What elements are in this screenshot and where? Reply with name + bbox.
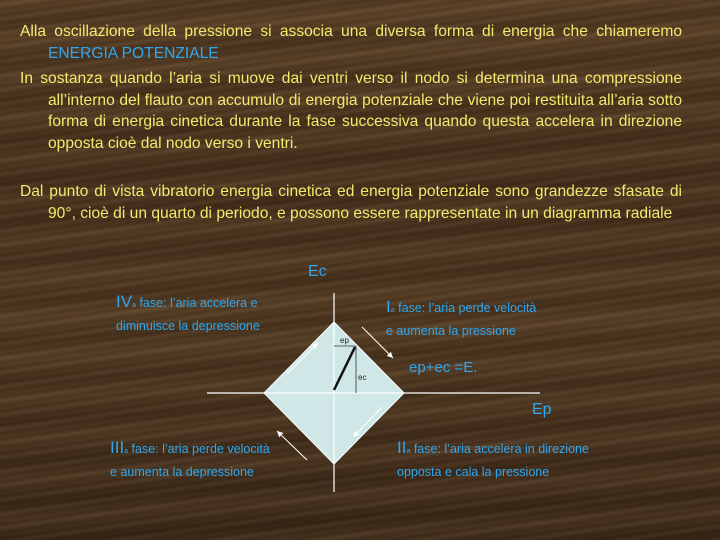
phase-iv-label: IVa fase: l’aria accelera e diminuisce la depressione (116, 292, 260, 333)
energia-potenziale-highlight: ENERGIA POTENZIALE (48, 44, 219, 62)
bullet-text-1: Alla oscillazione della pressione si associa una diversa forma di energia che chiameremo (20, 23, 682, 40)
phase-iii-label: IIIa fase: l’aria perde velocità e aumenta la depressione (110, 438, 270, 479)
energy-sum-label: ep+ec =E. (409, 359, 478, 376)
phase-ii-label: IIa fase: l’aria accelera in direzione opposta e cala la pressione (397, 438, 589, 479)
bullet-text-3: Dal punto di vista vibratorio energia cinetica ed energia potenziale sono grandezze sfasate di 90°, cioè di un quarto di periodo, e possono essere rappresentate in un diagramma radiale (20, 183, 682, 222)
ec-small-label: ec (358, 373, 367, 382)
arrow-iii (277, 431, 307, 460)
ec-axis-label: Ec (308, 263, 327, 280)
ep-small-label: ep (340, 336, 349, 345)
ep-axis-label: Ep (532, 401, 552, 418)
bullet-text-2: In sostanza quando l’aria si muove dai ventri verso il nodo si determina una compressione all’interno del flauto con accumulo di energia potenziale che viene poi restituita all’aria sotto forma di energia cinetica durante la fase successiva quando questa accelera in direzione opposta cioè dal nodo verso i ventri. (20, 70, 682, 152)
phase-i-label: Ia fase: l’aria perde velocità e aumenta la pressione (386, 297, 537, 338)
